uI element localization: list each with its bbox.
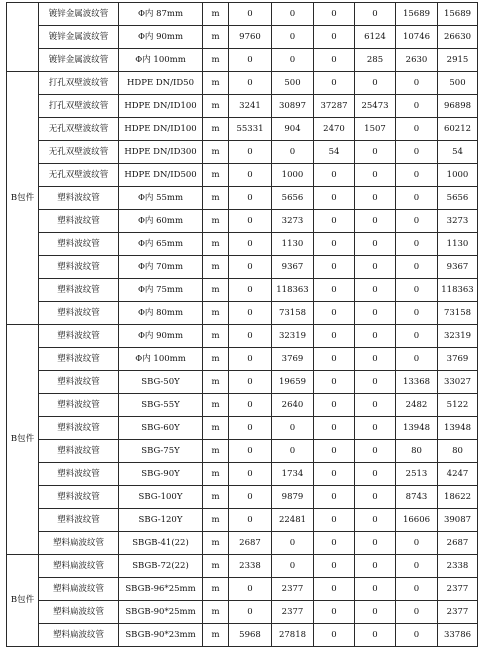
quantity-cell: 2338 bbox=[229, 555, 272, 578]
quantity-cell: 0 bbox=[355, 325, 396, 348]
quantity-cell: 0 bbox=[229, 417, 272, 440]
quantity-cell: 0 bbox=[355, 348, 396, 371]
quantity-cell: 80 bbox=[396, 440, 438, 463]
quantity-cell: 0 bbox=[229, 463, 272, 486]
table-row bbox=[7, 279, 478, 302]
quantity-cell: 0 bbox=[314, 624, 355, 647]
item-name: 塑料波纹管 bbox=[39, 210, 119, 233]
quantity-cell: 0 bbox=[355, 256, 396, 279]
item-spec: SBG-75Y bbox=[119, 440, 203, 463]
table-row bbox=[7, 555, 478, 578]
quantity-cell: 6124 bbox=[355, 26, 396, 49]
item-spec: Φ内 100mm bbox=[119, 49, 203, 72]
item-unit: m bbox=[203, 555, 229, 578]
item-spec: Φ内 100mm bbox=[119, 348, 203, 371]
quantity-cell: 1130 bbox=[272, 233, 314, 256]
quantity-cell: 0 bbox=[396, 348, 438, 371]
quantity-cell: 0 bbox=[355, 141, 396, 164]
quantity-cell: 32319 bbox=[272, 325, 314, 348]
quantity-cell: 9367 bbox=[272, 256, 314, 279]
item-spec: SBGB-90*25mm bbox=[119, 601, 203, 624]
quantity-cell: 0 bbox=[314, 3, 355, 26]
quantity-cell: 0 bbox=[355, 417, 396, 440]
item-unit: m bbox=[203, 72, 229, 95]
quantity-cell: 10746 bbox=[396, 26, 438, 49]
quantity-cell: 0 bbox=[396, 141, 438, 164]
item-unit: m bbox=[203, 601, 229, 624]
table-row bbox=[7, 26, 478, 49]
table-row bbox=[7, 302, 478, 325]
table-row bbox=[7, 118, 478, 141]
item-name: 塑料扁波纹管 bbox=[39, 532, 119, 555]
quantity-cell: 0 bbox=[314, 164, 355, 187]
quantity-cell: 0 bbox=[314, 187, 355, 210]
quantity-cell: 2640 bbox=[272, 394, 314, 417]
quantity-cell: 0 bbox=[355, 509, 396, 532]
item-spec: SBG-90Y bbox=[119, 463, 203, 486]
quantity-cell: 0 bbox=[355, 624, 396, 647]
quantity-cell: 0 bbox=[229, 233, 272, 256]
quantity-cell: 0 bbox=[355, 578, 396, 601]
quantity-cell: 5656 bbox=[272, 187, 314, 210]
quantity-cell: 0 bbox=[314, 233, 355, 256]
quantity-cell: 0 bbox=[396, 532, 438, 555]
quantity-cell: 0 bbox=[355, 72, 396, 95]
quantity-cell: 0 bbox=[272, 555, 314, 578]
quantity-cell: 0 bbox=[355, 210, 396, 233]
quantity-cell: 0 bbox=[314, 486, 355, 509]
quantity-cell: 0 bbox=[314, 49, 355, 72]
item-name: 塑料波纹管 bbox=[39, 187, 119, 210]
table-row bbox=[7, 440, 478, 463]
item-name: 塑料扁波纹管 bbox=[39, 624, 119, 647]
item-spec: SBG-120Y bbox=[119, 509, 203, 532]
quantity-cell: 2377 bbox=[272, 601, 314, 624]
item-spec: Φ内 87mm bbox=[119, 3, 203, 26]
item-spec: SBGB-96*25mm bbox=[119, 578, 203, 601]
quantity-cell: 118363 bbox=[272, 279, 314, 302]
table-row bbox=[7, 417, 478, 440]
quantity-cell: 0 bbox=[229, 371, 272, 394]
quantity-cell: 55331 bbox=[229, 118, 272, 141]
item-name: 塑料波纹管 bbox=[39, 463, 119, 486]
row-total: 5656 bbox=[438, 187, 478, 210]
item-unit: m bbox=[203, 371, 229, 394]
quantity-cell: 0 bbox=[229, 440, 272, 463]
row-total: 118363 bbox=[438, 279, 478, 302]
item-name: 无孔双壁波纹管 bbox=[39, 141, 119, 164]
row-total: 26630 bbox=[438, 26, 478, 49]
table-row bbox=[7, 187, 478, 210]
item-unit: m bbox=[203, 279, 229, 302]
quantity-cell: 30897 bbox=[272, 95, 314, 118]
quantity-cell: 0 bbox=[314, 440, 355, 463]
item-spec: SBG-60Y bbox=[119, 417, 203, 440]
quantity-cell: 0 bbox=[229, 187, 272, 210]
quantity-cell: 0 bbox=[229, 302, 272, 325]
table-row bbox=[7, 95, 478, 118]
item-name: 打孔双壁波纹管 bbox=[39, 95, 119, 118]
item-unit: m bbox=[203, 233, 229, 256]
item-spec: SBG-100Y bbox=[119, 486, 203, 509]
quantity-cell: 8743 bbox=[396, 486, 438, 509]
item-unit: m bbox=[203, 118, 229, 141]
quantity-cell: 2482 bbox=[396, 394, 438, 417]
quantity-cell: 0 bbox=[314, 417, 355, 440]
quantity-cell: 19659 bbox=[272, 371, 314, 394]
row-total: 9367 bbox=[438, 256, 478, 279]
quantity-cell: 0 bbox=[229, 141, 272, 164]
table-row bbox=[7, 3, 478, 26]
item-unit: m bbox=[203, 256, 229, 279]
quantity-cell: 0 bbox=[314, 601, 355, 624]
quantity-cell: 9879 bbox=[272, 486, 314, 509]
item-name: 塑料波纹管 bbox=[39, 440, 119, 463]
item-unit: m bbox=[203, 141, 229, 164]
item-unit: m bbox=[203, 302, 229, 325]
quantity-cell: 0 bbox=[272, 26, 314, 49]
quantity-cell: 0 bbox=[229, 486, 272, 509]
quantity-cell: 0 bbox=[314, 210, 355, 233]
item-name: 塑料波纹管 bbox=[39, 371, 119, 394]
quantity-cell: 0 bbox=[229, 164, 272, 187]
item-spec: SBGB-72(22) bbox=[119, 555, 203, 578]
row-total: 5122 bbox=[438, 394, 478, 417]
table-row bbox=[7, 49, 478, 72]
table-body bbox=[7, 3, 478, 647]
quantity-cell: 2513 bbox=[396, 463, 438, 486]
quantity-cell: 1507 bbox=[355, 118, 396, 141]
item-spec: SBGB-90*23mm bbox=[119, 624, 203, 647]
quantity-cell: 0 bbox=[314, 463, 355, 486]
item-spec: HDPE DN/ID100 bbox=[119, 118, 203, 141]
item-name: 塑料扁波纹管 bbox=[39, 578, 119, 601]
quantity-cell: 0 bbox=[229, 578, 272, 601]
quantity-cell: 3769 bbox=[272, 348, 314, 371]
table-row bbox=[7, 72, 478, 95]
row-total: 13948 bbox=[438, 417, 478, 440]
quantity-cell: 0 bbox=[229, 72, 272, 95]
item-unit: m bbox=[203, 26, 229, 49]
quantity-cell: 0 bbox=[314, 578, 355, 601]
quantity-cell: 27818 bbox=[272, 624, 314, 647]
row-total: 500 bbox=[438, 72, 478, 95]
quantity-cell: 37287 bbox=[314, 95, 355, 118]
quantity-cell: 0 bbox=[355, 486, 396, 509]
quantity-cell: 0 bbox=[355, 302, 396, 325]
row-total: 96898 bbox=[438, 95, 478, 118]
quantity-cell: 0 bbox=[272, 440, 314, 463]
row-total: 2687 bbox=[438, 532, 478, 555]
row-total: 4247 bbox=[438, 463, 478, 486]
quantity-cell: 0 bbox=[355, 555, 396, 578]
quantity-cell: 0 bbox=[314, 256, 355, 279]
quantity-cell: 0 bbox=[229, 348, 272, 371]
table-row bbox=[7, 256, 478, 279]
materials-table bbox=[6, 2, 478, 647]
quantity-cell: 0 bbox=[396, 578, 438, 601]
quantity-cell: 904 bbox=[272, 118, 314, 141]
item-unit: m bbox=[203, 417, 229, 440]
quantity-cell: 0 bbox=[314, 555, 355, 578]
quantity-cell: 500 bbox=[272, 72, 314, 95]
quantity-cell: 0 bbox=[355, 394, 396, 417]
quantity-cell: 0 bbox=[355, 279, 396, 302]
item-name: 无孔双壁波纹管 bbox=[39, 118, 119, 141]
quantity-cell: 0 bbox=[355, 3, 396, 26]
item-spec: HDPE DN/ID100 bbox=[119, 95, 203, 118]
quantity-cell: 0 bbox=[314, 509, 355, 532]
quantity-cell: 0 bbox=[396, 164, 438, 187]
quantity-cell: 0 bbox=[314, 302, 355, 325]
quantity-cell: 0 bbox=[396, 279, 438, 302]
quantity-cell: 0 bbox=[396, 187, 438, 210]
row-total: 3769 bbox=[438, 348, 478, 371]
item-unit: m bbox=[203, 463, 229, 486]
quantity-cell: 0 bbox=[355, 371, 396, 394]
row-total: 60212 bbox=[438, 118, 478, 141]
item-unit: m bbox=[203, 532, 229, 555]
item-unit: m bbox=[203, 325, 229, 348]
item-spec: Φ内 55mm bbox=[119, 187, 203, 210]
quantity-cell: 2630 bbox=[396, 49, 438, 72]
item-unit: m bbox=[203, 394, 229, 417]
quantity-cell: 16606 bbox=[396, 509, 438, 532]
quantity-cell: 0 bbox=[229, 325, 272, 348]
row-total: 32319 bbox=[438, 325, 478, 348]
quantity-cell: 0 bbox=[314, 72, 355, 95]
row-total: 1130 bbox=[438, 233, 478, 256]
quantity-cell: 3241 bbox=[229, 95, 272, 118]
quantity-cell: 0 bbox=[272, 3, 314, 26]
quantity-cell: 0 bbox=[396, 72, 438, 95]
item-unit: m bbox=[203, 486, 229, 509]
item-unit: m bbox=[203, 509, 229, 532]
table-row bbox=[7, 509, 478, 532]
item-name: 镀锌金属波纹管 bbox=[39, 3, 119, 26]
quantity-cell: 13948 bbox=[396, 417, 438, 440]
item-unit: m bbox=[203, 49, 229, 72]
item-name: 塑料波纹管 bbox=[39, 394, 119, 417]
item-spec: Φ内 60mm bbox=[119, 210, 203, 233]
item-name: 塑料波纹管 bbox=[39, 233, 119, 256]
table-row bbox=[7, 578, 478, 601]
quantity-cell: 0 bbox=[314, 279, 355, 302]
quantity-cell: 5968 bbox=[229, 624, 272, 647]
quantity-cell: 0 bbox=[229, 279, 272, 302]
item-unit: m bbox=[203, 3, 229, 26]
item-spec: SBG-50Y bbox=[119, 371, 203, 394]
quantity-cell: 22481 bbox=[272, 509, 314, 532]
table-row bbox=[7, 394, 478, 417]
item-name: 塑料波纹管 bbox=[39, 486, 119, 509]
quantity-cell: 0 bbox=[314, 325, 355, 348]
item-unit: m bbox=[203, 164, 229, 187]
quantity-cell: 0 bbox=[314, 394, 355, 417]
table-row bbox=[7, 325, 478, 348]
quantity-cell: 0 bbox=[229, 49, 272, 72]
quantity-cell: 0 bbox=[229, 210, 272, 233]
quantity-cell: 73158 bbox=[272, 302, 314, 325]
quantity-cell: 0 bbox=[396, 233, 438, 256]
quantity-cell: 0 bbox=[229, 509, 272, 532]
quantity-cell: 2687 bbox=[229, 532, 272, 555]
table-row bbox=[7, 210, 478, 233]
item-spec: HDPE DN/ID50 bbox=[119, 72, 203, 95]
item-name: 塑料波纹管 bbox=[39, 302, 119, 325]
quantity-cell: 15689 bbox=[396, 3, 438, 26]
table-row bbox=[7, 141, 478, 164]
item-unit: m bbox=[203, 187, 229, 210]
item-spec: HDPE DN/ID500 bbox=[119, 164, 203, 187]
quantity-cell: 0 bbox=[396, 302, 438, 325]
item-spec: SBG-55Y bbox=[119, 394, 203, 417]
quantity-cell: 0 bbox=[314, 371, 355, 394]
table-row bbox=[7, 164, 478, 187]
row-total: 2915 bbox=[438, 49, 478, 72]
item-name: 塑料波纹管 bbox=[39, 417, 119, 440]
item-name: 塑料扁波纹管 bbox=[39, 601, 119, 624]
quantity-cell: 0 bbox=[355, 164, 396, 187]
quantity-cell: 0 bbox=[229, 256, 272, 279]
quantity-cell: 0 bbox=[396, 555, 438, 578]
row-total: 33027 bbox=[438, 371, 478, 394]
item-name: 无孔双壁波纹管 bbox=[39, 164, 119, 187]
row-total: 18622 bbox=[438, 486, 478, 509]
item-name: 塑料波纹管 bbox=[39, 348, 119, 371]
row-total: 73158 bbox=[438, 302, 478, 325]
item-name: 塑料波纹管 bbox=[39, 325, 119, 348]
quantity-cell: 0 bbox=[272, 49, 314, 72]
quantity-cell: 1734 bbox=[272, 463, 314, 486]
quantity-cell: 13368 bbox=[396, 371, 438, 394]
row-total: 39087 bbox=[438, 509, 478, 532]
group-label: B包件 bbox=[7, 325, 39, 555]
quantity-cell: 0 bbox=[396, 210, 438, 233]
quantity-cell: 0 bbox=[272, 532, 314, 555]
row-total: 54 bbox=[438, 141, 478, 164]
item-spec: Φ内 75mm bbox=[119, 279, 203, 302]
row-total: 2377 bbox=[438, 578, 478, 601]
quantity-cell: 25473 bbox=[355, 95, 396, 118]
row-total: 80 bbox=[438, 440, 478, 463]
item-unit: m bbox=[203, 95, 229, 118]
quantity-cell: 0 bbox=[396, 601, 438, 624]
row-total: 2377 bbox=[438, 601, 478, 624]
quantity-cell: 0 bbox=[396, 624, 438, 647]
table-row bbox=[7, 532, 478, 555]
item-name: 打孔双壁波纹管 bbox=[39, 72, 119, 95]
row-total: 33786 bbox=[438, 624, 478, 647]
row-total: 15689 bbox=[438, 3, 478, 26]
quantity-cell: 1000 bbox=[272, 164, 314, 187]
quantity-cell: 0 bbox=[314, 348, 355, 371]
item-spec: Φ内 90mm bbox=[119, 325, 203, 348]
quantity-cell: 0 bbox=[314, 26, 355, 49]
item-spec: Φ内 70mm bbox=[119, 256, 203, 279]
item-name: 塑料波纹管 bbox=[39, 256, 119, 279]
row-total: 3273 bbox=[438, 210, 478, 233]
item-name: 镀锌金属波纹管 bbox=[39, 49, 119, 72]
item-spec: Φ内 90mm bbox=[119, 26, 203, 49]
quantity-cell: 0 bbox=[229, 3, 272, 26]
quantity-cell: 0 bbox=[229, 601, 272, 624]
quantity-cell: 0 bbox=[355, 601, 396, 624]
quantity-cell: 0 bbox=[396, 95, 438, 118]
item-name: 镀锌金属波纹管 bbox=[39, 26, 119, 49]
quantity-cell: 0 bbox=[355, 233, 396, 256]
quantity-cell: 0 bbox=[229, 394, 272, 417]
item-name: 塑料扁波纹管 bbox=[39, 555, 119, 578]
quantity-cell: 54 bbox=[314, 141, 355, 164]
item-unit: m bbox=[203, 578, 229, 601]
item-spec: Φ内 65mm bbox=[119, 233, 203, 256]
table-row bbox=[7, 486, 478, 509]
item-spec: Φ内 80mm bbox=[119, 302, 203, 325]
quantity-cell: 2377 bbox=[272, 578, 314, 601]
item-name: 塑料波纹管 bbox=[39, 509, 119, 532]
quantity-cell: 9760 bbox=[229, 26, 272, 49]
group-label bbox=[7, 3, 39, 72]
item-unit: m bbox=[203, 348, 229, 371]
table-row bbox=[7, 624, 478, 647]
item-unit: m bbox=[203, 210, 229, 233]
group-label: B包件 bbox=[7, 72, 39, 325]
quantity-cell: 0 bbox=[314, 532, 355, 555]
quantity-cell: 0 bbox=[355, 440, 396, 463]
item-unit: m bbox=[203, 440, 229, 463]
quantity-cell: 0 bbox=[272, 417, 314, 440]
table-row bbox=[7, 348, 478, 371]
item-spec: HDPE DN/ID300 bbox=[119, 141, 203, 164]
quantity-cell: 0 bbox=[272, 141, 314, 164]
row-total: 1000 bbox=[438, 164, 478, 187]
table-row bbox=[7, 601, 478, 624]
table-row bbox=[7, 233, 478, 256]
row-total: 2338 bbox=[438, 555, 478, 578]
quantity-cell: 0 bbox=[355, 532, 396, 555]
quantity-cell: 285 bbox=[355, 49, 396, 72]
table-row bbox=[7, 463, 478, 486]
quantity-cell: 0 bbox=[396, 256, 438, 279]
item-spec: SBGB-41(22) bbox=[119, 532, 203, 555]
quantity-cell: 2470 bbox=[314, 118, 355, 141]
quantity-cell: 0 bbox=[355, 187, 396, 210]
quantity-cell: 0 bbox=[396, 118, 438, 141]
quantity-cell: 0 bbox=[396, 325, 438, 348]
group-label: B包件 bbox=[7, 555, 39, 647]
quantity-cell: 3273 bbox=[272, 210, 314, 233]
quantity-cell: 0 bbox=[355, 463, 396, 486]
item-name: 塑料波纹管 bbox=[39, 279, 119, 302]
table-row bbox=[7, 371, 478, 394]
item-unit: m bbox=[203, 624, 229, 647]
